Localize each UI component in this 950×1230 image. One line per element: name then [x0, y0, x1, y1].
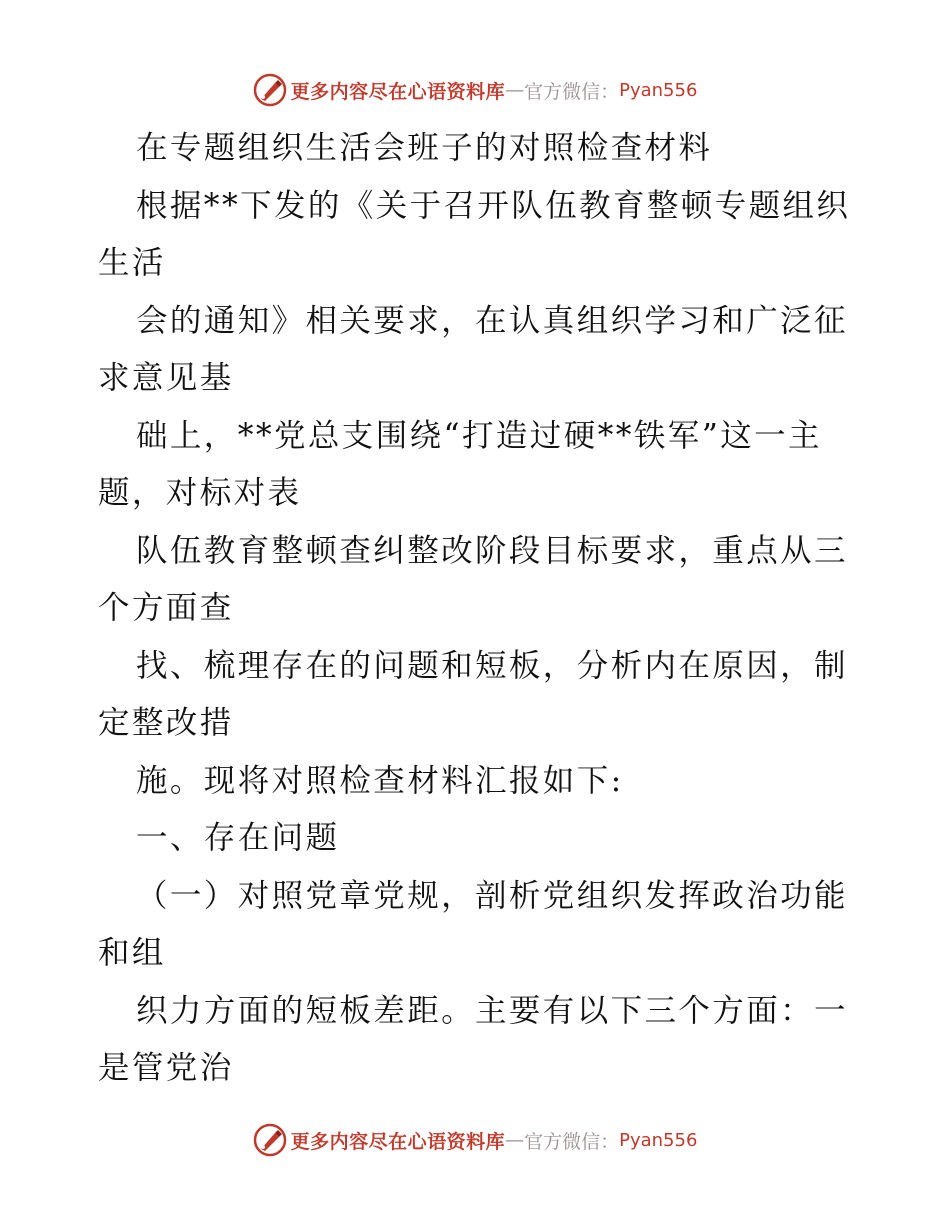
- document-line: 根据**下发的《关于召开队伍教育整顿专题组织: [136, 187, 851, 224]
- document-line: 找、梳理存在的问题和短板，分析内在原因，制: [136, 647, 848, 684]
- document-line: 定整改措: [98, 705, 234, 741]
- watermark-label: 官方微信：: [524, 80, 620, 103]
- document-line: 生活: [98, 245, 166, 281]
- document-line: 个方面查: [98, 590, 234, 626]
- document-body: [98, 120, 858, 1098]
- watermark-id: Pyan556: [619, 79, 698, 101]
- document-line: 织力方面的短板差距。主要有以下三个方面：一: [136, 992, 848, 1029]
- document-line: （一）对照党章党规，剖析党组织发挥政治功能: [136, 877, 848, 914]
- watermark-footer: [0, 1120, 950, 1160]
- watermark-brand: 更多内容尽在心语资料库: [290, 1130, 506, 1153]
- watermark-dash: —: [505, 1129, 525, 1151]
- pen-logo-icon: [253, 1123, 287, 1157]
- document-line: 一、存在问题: [136, 820, 340, 856]
- watermark-dash: —: [505, 79, 525, 101]
- watermark-label: 官方微信：: [524, 1130, 620, 1153]
- document-line: 题，对标对表: [98, 475, 302, 511]
- document-line: 施。现将对照检查材料汇报如下:: [136, 762, 624, 799]
- watermark-header: [0, 70, 950, 110]
- document-line: 在专题组织生活会班子的对照检查材料: [136, 130, 713, 166]
- pen-logo-icon: [253, 73, 287, 107]
- document-line: 和组: [98, 935, 166, 971]
- document-line: 是管党治: [98, 1050, 234, 1086]
- watermark-id: Pyan556: [619, 1129, 698, 1151]
- document-line: 求意见基: [98, 360, 234, 396]
- watermark-brand: 更多内容尽在心语资料库: [290, 80, 506, 103]
- document-line: 会的通知》相关要求，在认真组织学习和广泛征: [136, 302, 848, 339]
- document-line: 队伍教育整顿查纠整改阶段目标要求，重点从三: [136, 532, 848, 569]
- document-line: 础上，**党总支围绕“打造过硬**铁军”这一主: [136, 417, 822, 454]
